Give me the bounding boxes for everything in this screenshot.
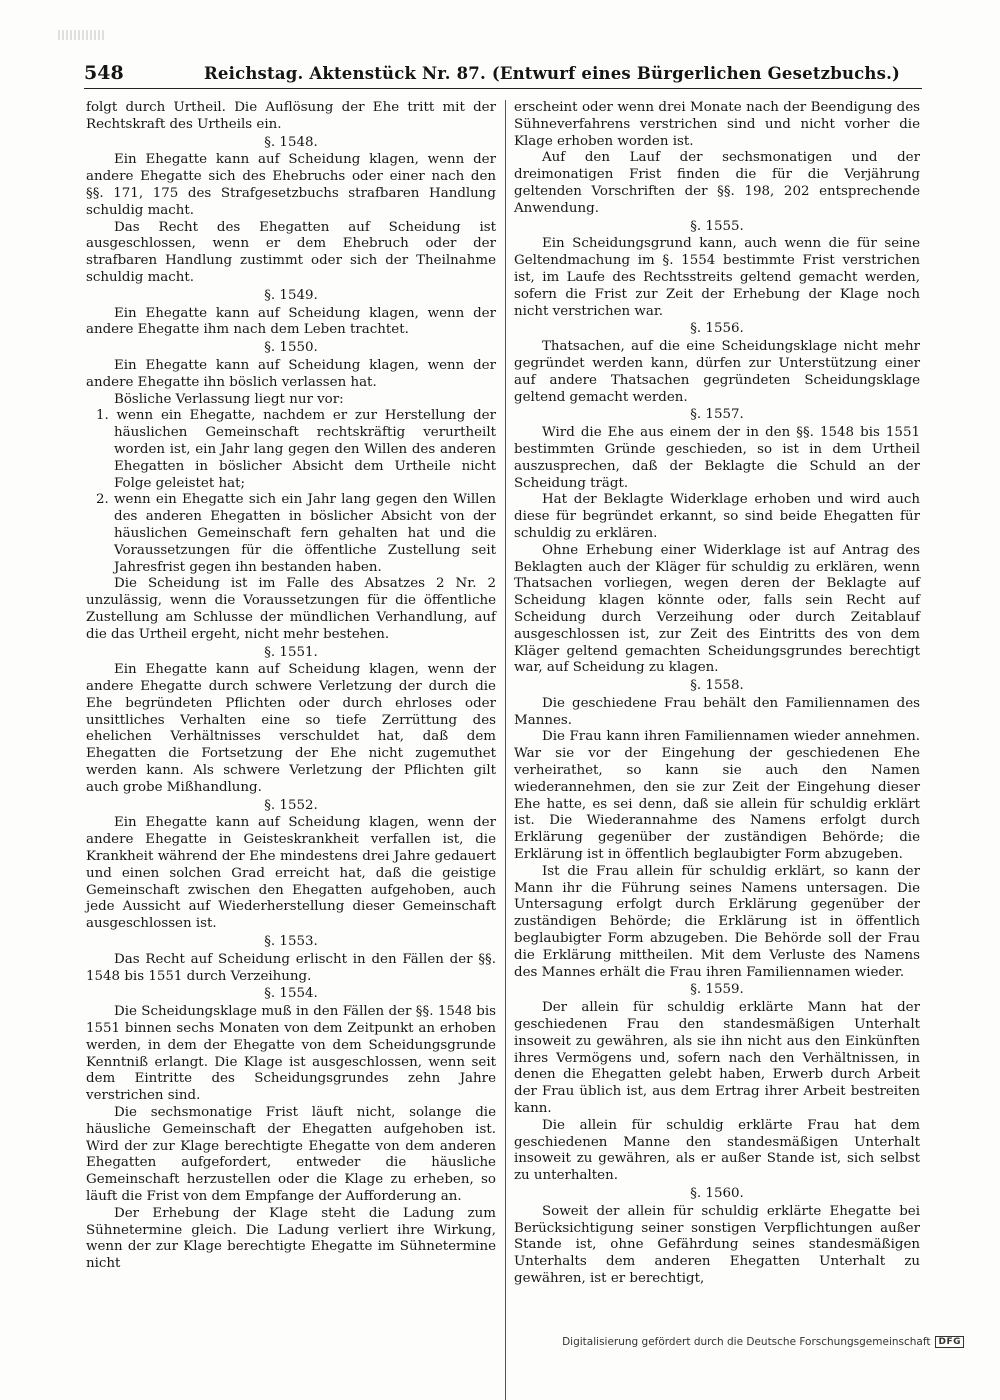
paragraph: Die allein für schuldig erklärte Frau hat dem geschiedenen Manne den standesmäßigen Unterhalt insoweit zu gewähren, als er außer Stande ist, sich selbst zu unterhalten. <box>514 1117 920 1184</box>
section-heading: §. 1548. <box>264 134 318 150</box>
paragraph: Ein Ehegatte kann auf Scheidung klagen, wenn der andere Ehegatte ihm nach dem Leben trachtet. <box>86 305 496 338</box>
section-heading: §. 1557. <box>690 407 744 423</box>
section-heading: §. 1552. <box>264 797 318 813</box>
footer-credit: Digitalisierung gefördert durch die Deutsche Forschungsgemeinschaft <box>562 1336 931 1348</box>
paragraph: Ein Ehegatte kann auf Scheidung klagen, wenn der andere Ehegatte durch schwere Verletzung der durch die Ehe begründeten Pflichten oder durch ehrloses oder unsittliches Verhalten eine so tiefe Zerrüttung des ehelichen Verhältnisses verschuldet hat, daß dem Ehegatten die Fortsetzung der Ehe nicht zugemuthet werden kann. Als schwere Verletzung der Pflichten gilt auch grobe Mißhandlung. <box>86 662 496 795</box>
page-footer <box>562 1336 964 1348</box>
left-column <box>86 100 496 1273</box>
paragraph: Die geschiedene Frau behält den Familiennamen des Mannes. <box>514 695 920 728</box>
paragraph: Der allein für schuldig erklärte Mann hat der geschiedenen Frau den standesmäßigen Unterhalt insoweit zu gewähren, als sie ihn nicht aus den Einkünften ihres Vermögens und, sofern nach den Verhältnissen, in denen die Ehegatten gelebt haben, Erwerb durch Arbeit der Frau üblich ist, aus dem Ertrag ihrer Arbeit bestreiten kann. <box>514 1000 920 1117</box>
paragraph: Die Frau kann ihren Familiennamen wieder annehmen. War sie vor der Eingehung der geschiedenen Ehe verheirathet, so kann sie auch den Namen wiederannehmen, den sie zur Zeit der Eingehung dieser Ehe hatte, es sei denn, daß sie allein für schuldig erklärt ist. Die Wiederannahme des Namens erfolgt durch Erklärung gegenüber der zuständigen Behörde; die Erklärung ist in öffentlich beglaubigter Form abzugeben. <box>514 729 920 863</box>
paragraph: Hat der Beklagte Widerklage erhoben und wird auch diese für begründet erkannt, so sind beide Ehegatten für schuldig zu erklären. <box>514 492 920 541</box>
list-item: 1. wenn ein Ehegatte, nachdem er zur Herstellung der häuslichen Gemeinschaft rechtskräftig verurtheilt worden ist, ein Jahr lang gegen den Willen des anderen Ehegatten in böslicher Absicht dem Urtheile nicht Folge geleistet hat; <box>96 408 496 491</box>
paragraph: Thatsachen, auf die eine Scheidungsklage nicht mehr gegründet werden kann, dürfen zur Unterstützung einer auf andere Thatsachen gegründeten Scheidungsklage geltend gemacht werden. <box>514 339 920 405</box>
paragraph: Ein Ehegatte kann auf Scheidung klagen, wenn der andere Ehegatte ihn böslich verlassen hat. <box>86 357 496 390</box>
paragraph: Ein Ehegatte kann auf Scheidung klagen, wenn der andere Ehegatte in Geisteskrankheit verfallen ist, die Krankheit während der Ehe mindestens drei Jahre gedauert und einen solchen Grad erreicht hat, daß die geistige Gemeinschaft zwischen den Ehegatten aufgehoben, auch jede Aussicht auf Wiederherstellung dieser Gemeinschaft ausgeschlossen ist. <box>86 815 496 932</box>
paragraph: Wird die Ehe aus einem der in den §§. 1548 bis 1551 bestimmten Gründe geschieden, so ist in dem Urtheil auszusprechen, daß der Beklagte die Schuld an der Scheidung trägt. <box>514 425 920 491</box>
section-heading: §. 1558. <box>690 678 744 694</box>
right-column <box>514 100 920 1288</box>
paragraph: Das Recht auf Scheidung erlischt in den Fällen der §§. 1548 bis 1551 durch Verzeihung. <box>86 951 496 984</box>
paragraph: folgt durch Urtheil. Die Auflösung der Ehe tritt mit der Rechtskraft des Urtheils ein. <box>86 100 496 132</box>
paragraph: Die sechsmonatige Frist läuft nicht, solange die häusliche Gemeinschaft der Ehegatten aufgehoben ist. Wird der zur Klage berechtigte Ehegatte von dem anderen Ehegatten aufgefordert, entweder die häusliche Gemeinschaft herzustellen oder die Klage zu erheben, so läuft die Frist von dem Empfange der Aufforderung an. <box>86 1105 496 1204</box>
column-divider <box>505 100 506 1400</box>
section-heading: §. 1556. <box>690 321 744 337</box>
paragraph: Das Recht des Ehegatten auf Scheidung ist ausgeschlossen, wenn er dem Ehebruch oder der strafbaren Handlung zustimmt oder sich der Theilnahme schuldig macht. <box>86 219 496 285</box>
section-heading: §. 1551. <box>264 644 318 660</box>
page-header <box>84 60 922 89</box>
section-heading: §. 1549. <box>264 287 318 303</box>
section-heading: §. 1554. <box>264 986 318 1002</box>
paragraph: Soweit der allein für schuldig erklärte Ehegatte bei Berücksichtigung seiner sonstigen Verpflichtungen außer Stande ist, ohne Gefährdung seines standesmäßigen Unterhalts dem anderen Ehegatten Unterhalt zu gewähren, ist er berechtigt, <box>514 1203 920 1286</box>
paragraph: Ohne Erhebung einer Widerklage ist auf Antrag des Beklagten auch der Kläger für schuldig zu erklären, wenn Thatsachen vorliegen, wegen deren der Beklagte auf Scheidung klagen könnte oder, falls sein Recht auf Scheidung durch Verzeihung oder durch Zeitablauf ausgeschlossen ist, zur Zeit des Eintritts des von dem Kläger geltend gemachten Scheidungsgrundes berechtigt war, auf Scheidung zu klagen. <box>514 542 920 676</box>
library-stamp <box>58 30 104 40</box>
paragraph: Die Scheidungsklage muß in den Fällen der §§. 1548 bis 1551 binnen sechs Monaten von dem Zeitpunkt an erhoben werden, in dem der Ehegatte von dem Scheidungsgrunde Kenntniß erlangt. Die Klage ist ausgeschlossen, wenn seit dem Eintritte des Scheidungsgrundes zehn Jahre verstrichen sind. <box>86 1004 496 1104</box>
running-title: Reichstag. Aktenstück Nr. 87. (Entwurf eines Bürgerlichen Gesetzbuchs.) <box>204 64 901 83</box>
section-heading: §. 1559. <box>690 982 744 998</box>
paragraph: Ein Scheidungsgrund kann, auch wenn die für seine Geltendmachung im §. 1554 bestimmte Frist verstrichen ist, im Laufe des Rechtsstreits geltend gemacht werden, sofern die Frist zur Zeit der Erhebung der Klage noch nicht verstrichen war. <box>514 236 920 319</box>
section-heading: §. 1553. <box>264 934 318 950</box>
paragraph: erscheint oder wenn drei Monate nach der Beendigung des Sühneverfahrens verstrichen sind und nicht vorher die Klage erhoben worden ist. <box>514 100 920 149</box>
paragraph: Auf den Lauf der sechsmonatigen und der dreimonatigen Frist finden die für die Verjährung geltenden Vorschriften der §§. 198, 202 entsprechende Anwendung. <box>514 150 920 216</box>
paragraph: Bösliche Verlassung liegt nur vor: <box>114 391 344 407</box>
dfg-logo: DFG <box>935 1336 964 1348</box>
paragraph: Ist die Frau allein für schuldig erklärt, so kann der Mann ihr die Führung seines Namens untersagen. Die Untersagung erfolgt durch Erklärung gegenüber der zuständigen Behörde; die Erklärung ist in öffentlich beglaubigter Form abzugeben. Die Behörde soll der Frau die Erklärung mittheilen. Mit dem Verluste des Namens des Mannes erhält die Frau ihren Familiennamen wieder. <box>514 863 920 980</box>
page-number: 548 <box>84 62 124 84</box>
list-item: 2. wenn ein Ehegatte sich ein Jahr lang gegen den Willen des anderen Ehegatten in böslicher Absicht von der häuslichen Gemeinschaft fern gehalten hat und die Voraussetzungen für die öffentliche Zustellung seit Jahresfrist gegen ihn bestanden haben. <box>96 492 496 575</box>
section-heading: §. 1560. <box>690 1186 744 1201</box>
section-heading: §. 1550. <box>264 340 318 356</box>
paragraph: Ein Ehegatte kann auf Scheidung klagen, wenn der andere Ehegatte sich des Ehebruchs oder einer nach den §§. 171, 175 des Strafgesetzbuchs strafbaren Handlung schuldig macht. <box>86 152 496 218</box>
section-heading: §. 1555. <box>690 218 744 234</box>
paragraph: Die Scheidung ist im Falle des Absatzes 2 Nr. 2 unzulässig, wenn die Voraussetzungen für die öffentliche Zustellung am Schlusse der mündlichen Verhandlung, auf die das Urtheil ergeht, nicht mehr bestehen. <box>86 576 496 642</box>
paragraph: Der Erhebung der Klage steht die Ladung zum Sühnetermine gleich. Die Ladung verliert ihre Wirkung, wenn der zur Klage berechtigte Ehegatte im Sühnetermine nicht <box>86 1205 496 1272</box>
